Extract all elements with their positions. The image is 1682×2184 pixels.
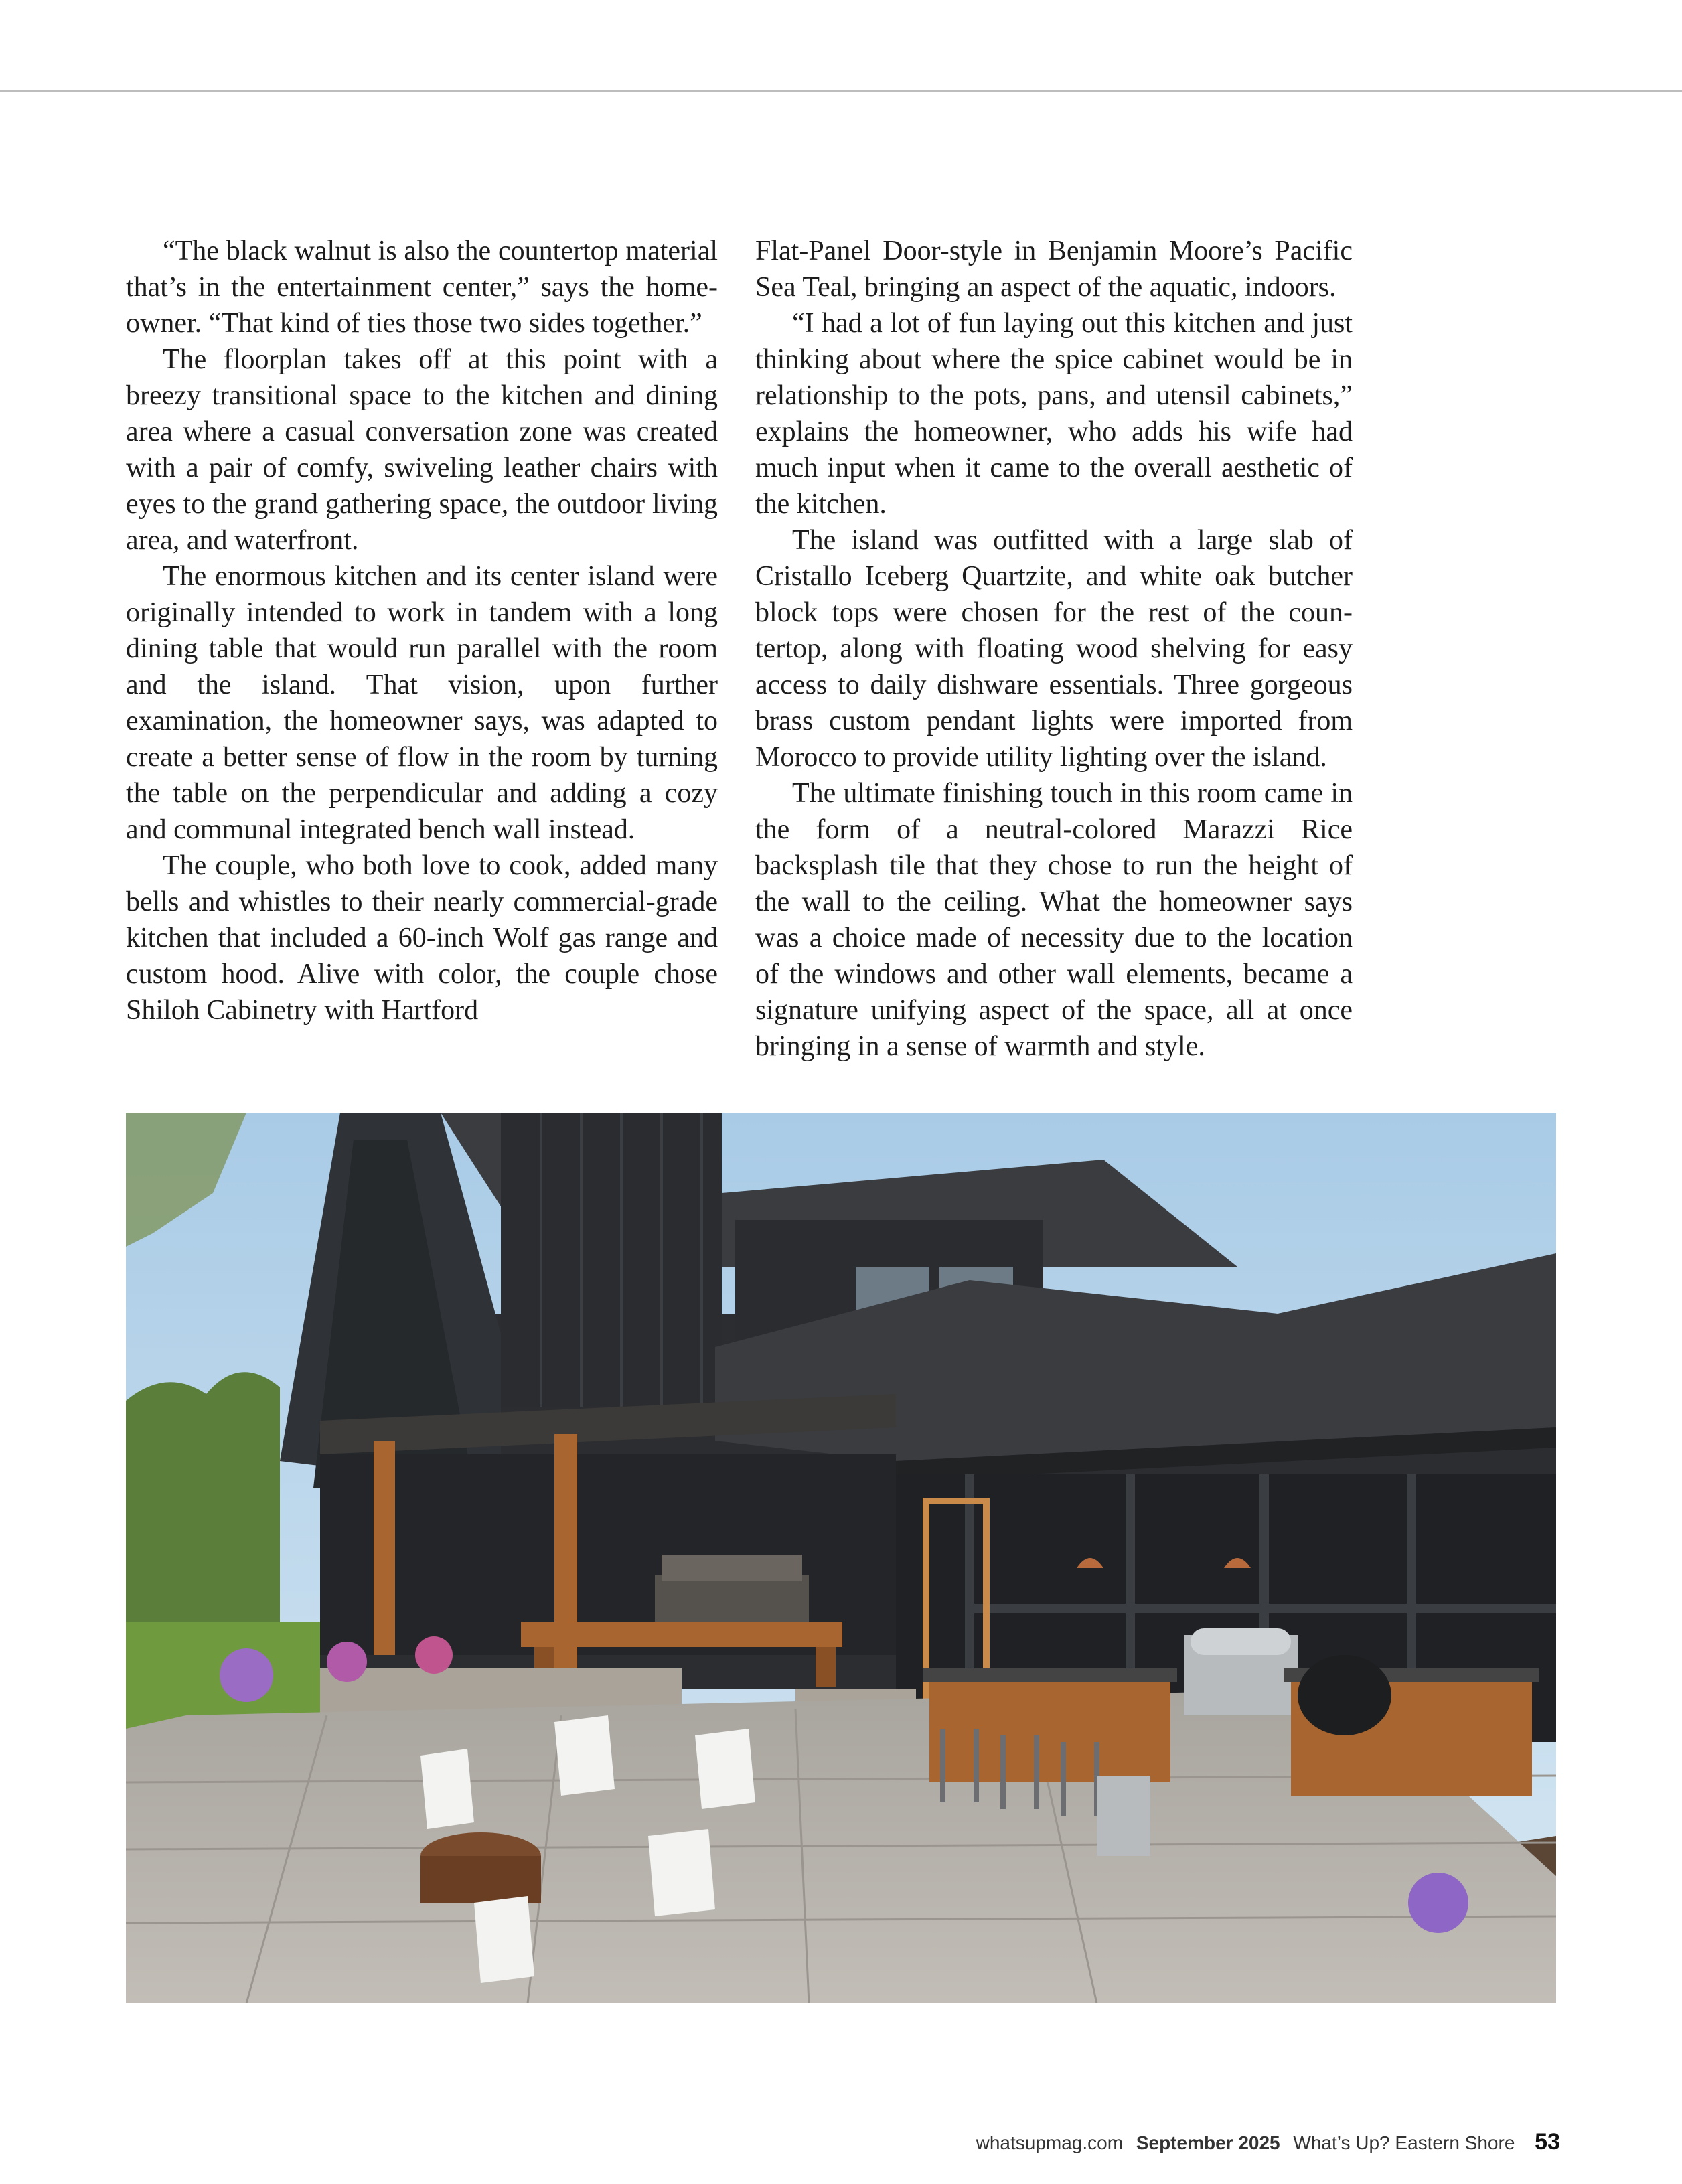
footer-website: whatsupmag.com: [976, 2132, 1124, 2153]
top-rule: [0, 90, 1682, 92]
paragraph: The enormous kitchen and its center island were originally intended to work in tandem with a long dining table that would run parallel with the room and the island. That vision, upon further examination, the homeowner says, was adapted to create a better sense of flow in the room by turning the table on the perpendicular and adding a cozy and communal integrated bench wall instead.: [126, 561, 718, 845]
paragraph: “The black walnut is also the countertop material that’s in the entertainment center,” says the homeowner. “That kind of ties those two sides together.”: [126, 236, 718, 339]
page-number: 53: [1535, 2129, 1560, 2155]
house-patio-photo: [126, 1113, 1556, 2003]
paragraph: “I had a lot of fun laying out this kitchen and just thinking about where the spice cabinet would be in relationship to the pots, pans, and utensil cabinets,” explains the homeowner, who adds his wife had much input when it came to the overall aesthetic of the kitchen.: [755, 308, 1353, 520]
footer-issue: September 2025: [1136, 2132, 1280, 2153]
photo-illustration: [126, 1113, 1556, 2003]
paragraph: The couple, who both love to cook, added many bells and whistles to their nearly commercial-grade kitchen that included a 60-inch Wolf gas range and custom hood. Alive with color, the couple chose Shiloh Cabinetry with Hartford: [126, 850, 718, 1026]
article-column-left: [126, 233, 718, 1028]
paragraph: The island was outfitted with a large slab of Cristallo Iceberg Quartzite, and white oak butcher block tops were chosen for the rest of the countertop, along with floating wood shelving for easy access to daily dishware essentials. Three gorgeous brass custom pendant lights were imported from Morocco to provide utility lighting over the island.: [755, 525, 1353, 773]
paragraph: The floorplan takes off at this point with a breezy transitional space to the kitchen and dining area where a casual conversation zone was created with a pair of comfy, swiveling leather chairs with eyes to the grand gathering space, the outdoor living area, and waterfront.: [126, 344, 718, 556]
footer-publication: What’s Up? Eastern Shore: [1293, 2132, 1515, 2153]
paragraph: The ultimate finishing touch in this room came in the form of a neutral-colored Marazzi Rice backsplash tile that they chose to run the height of the wall to the ceiling. What the homeowner says was a choice made of necessity due to the location of the windows and other wall elements, became a signature unifying aspect of the space, all at once bringing in a sense of warmth and style.: [755, 778, 1353, 1062]
article-column-right: [755, 233, 1353, 1065]
paragraph: Flat-Panel Door-style in Benjamin Moore’s Pacific Sea Teal, bringing an aspect of the aquatic, indoors.: [755, 236, 1353, 303]
page-footer: [976, 2129, 1560, 2155]
